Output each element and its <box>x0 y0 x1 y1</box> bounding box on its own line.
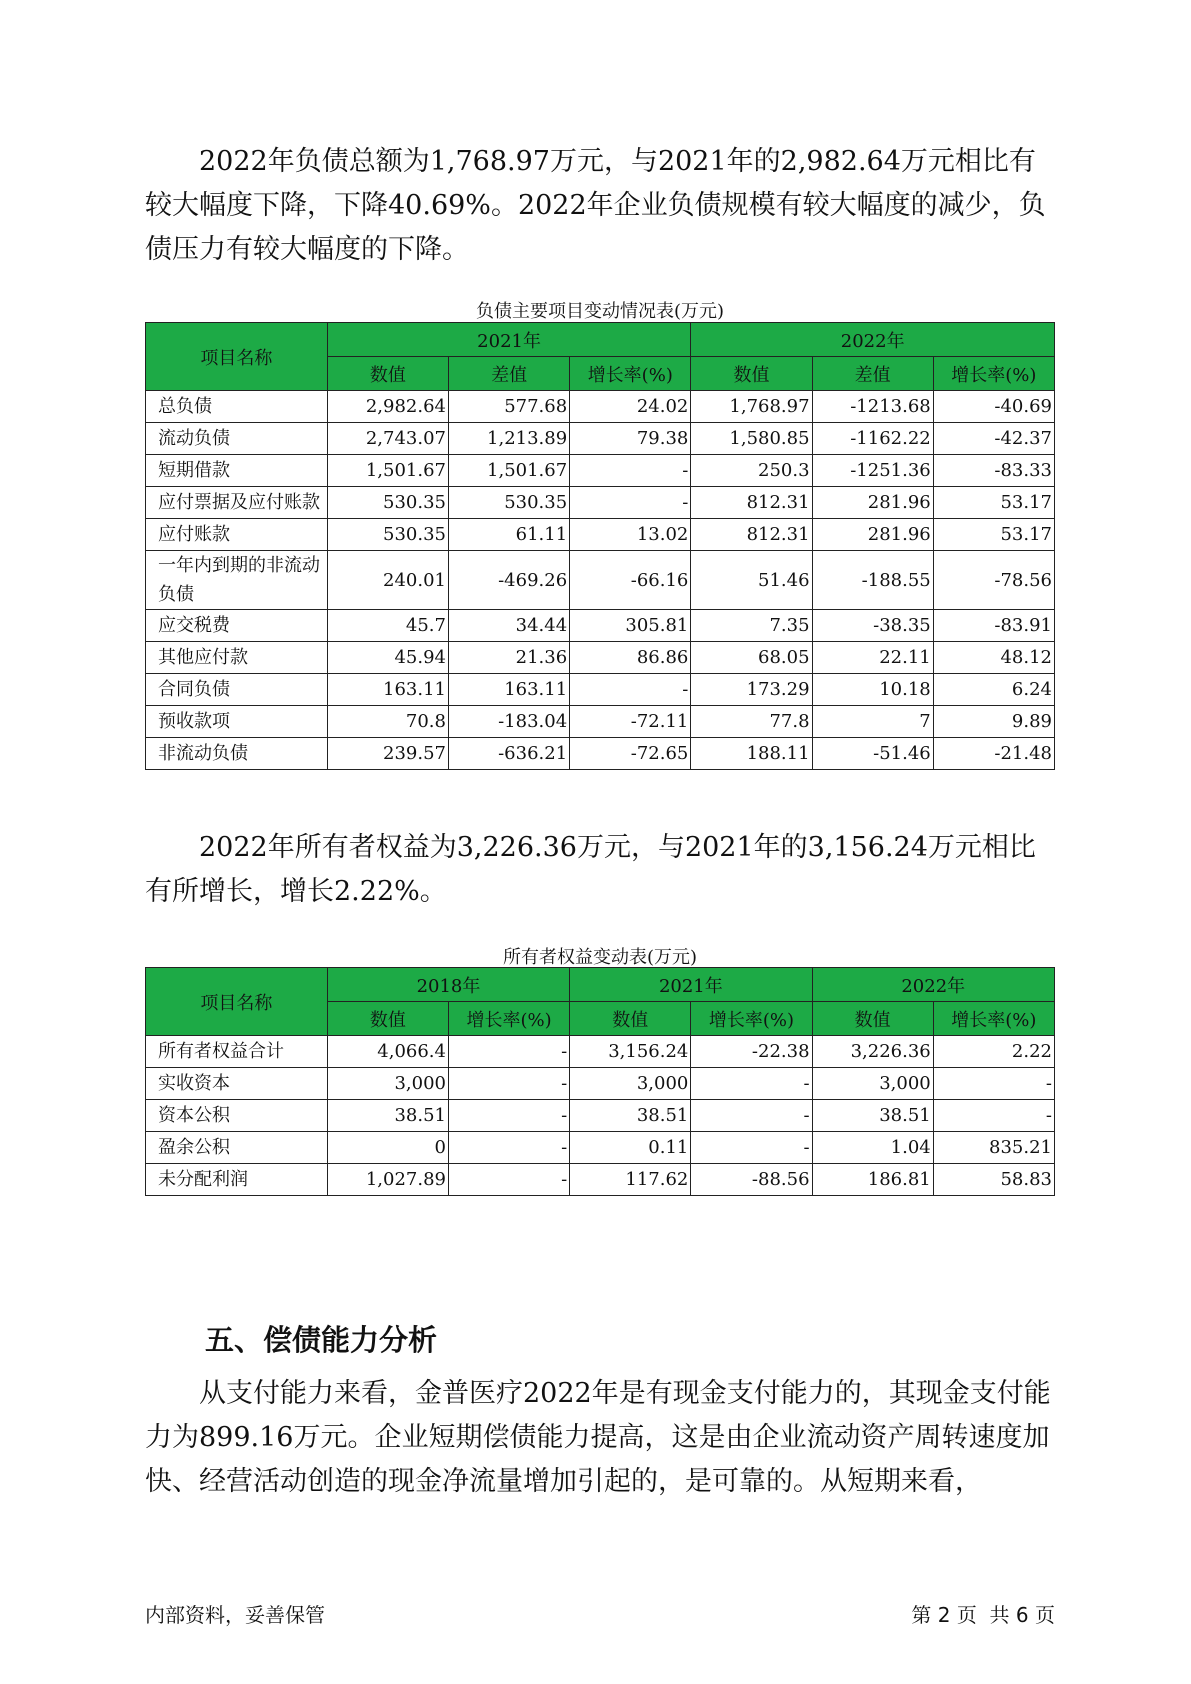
table-cell: 45.7 <box>327 610 448 642</box>
table-cell: 1,501.67 <box>448 455 569 487</box>
table-cell: -21.48 <box>933 738 1054 770</box>
table-cell: 281.96 <box>812 487 933 519</box>
table-cell: 3,000 <box>570 1068 691 1100</box>
table-cell: - <box>448 1068 569 1100</box>
row-label: 盈余公积 <box>146 1132 328 1164</box>
table-cell: 7 <box>812 706 933 738</box>
table-cell: 38.51 <box>570 1100 691 1132</box>
equity-table-body <box>146 1036 1055 1196</box>
table-cell: 3,000 <box>327 1068 448 1100</box>
table-cell: - <box>691 1068 812 1100</box>
table-cell: 577.68 <box>448 391 569 423</box>
table-row <box>146 1036 1055 1068</box>
row-label: 一年内到期的非流动负债 <box>146 551 328 610</box>
equity-table-caption: 所有者权益变动表(万元) <box>502 947 698 968</box>
table-cell: 53.17 <box>933 487 1054 519</box>
table-cell: 3,000 <box>812 1068 933 1100</box>
table-cell: -72.65 <box>570 738 691 770</box>
table-cell: - <box>933 1068 1054 1100</box>
table-cell: 58.83 <box>933 1164 1054 1196</box>
table-row <box>146 610 1055 642</box>
solvency-paragraph <box>145 1372 1055 1504</box>
row-label: 其他应付款 <box>146 642 328 674</box>
sub-header: 数值 <box>570 1002 691 1036</box>
table-cell: 21.36 <box>448 642 569 674</box>
equity-paragraph <box>145 826 1055 914</box>
intro-paragraph <box>145 140 1055 272</box>
table-cell: 79.38 <box>570 423 691 455</box>
sub-header: 数值 <box>327 357 448 391</box>
row-label: 流动负债 <box>146 423 328 455</box>
table-row <box>146 738 1055 770</box>
table-cell: 10.18 <box>812 674 933 706</box>
table-cell: 51.46 <box>691 551 812 610</box>
table-cell: -22.38 <box>691 1036 812 1068</box>
table-cell: 2,982.64 <box>327 391 448 423</box>
table-cell: 68.05 <box>691 642 812 674</box>
table-cell: -40.69 <box>933 391 1054 423</box>
table-cell: 0 <box>327 1132 448 1164</box>
table-row <box>146 1068 1055 1100</box>
table-cell: -469.26 <box>448 551 569 610</box>
table-cell: 34.44 <box>448 610 569 642</box>
solvency-text: 从支付能力来看，金普医疗2022年是有现金支付能力的，其现金支付能力为899.16万元。企业短期偿债能力提高，这是由企业流动资产周转速度加快、经营活动创造的现金净流量增加引起的，是可靠的。从短期来看， <box>145 1378 1051 1497</box>
row-label: 预收款项 <box>146 706 328 738</box>
table-cell: -83.33 <box>933 455 1054 487</box>
liability-table-caption: 负债主要项目变动情况表(万元) <box>475 301 725 322</box>
table-cell: 45.94 <box>327 642 448 674</box>
row-label: 实收资本 <box>146 1068 328 1100</box>
row-label: 资本公积 <box>146 1100 328 1132</box>
table-cell: - <box>570 455 691 487</box>
sub-header: 增长率(%) <box>570 357 691 391</box>
table-cell: 77.8 <box>691 706 812 738</box>
year-header-2022: 2022年 <box>691 323 1055 357</box>
table-row <box>146 642 1055 674</box>
table-cell: 2.22 <box>933 1036 1054 1068</box>
table-cell: - <box>448 1036 569 1068</box>
table-cell: -1213.68 <box>812 391 933 423</box>
table-cell: 239.57 <box>327 738 448 770</box>
table-row <box>146 551 1055 610</box>
row-label: 短期借款 <box>146 455 328 487</box>
table-cell: -42.37 <box>933 423 1054 455</box>
table-cell: 281.96 <box>812 519 933 551</box>
sub-header: 数值 <box>327 1002 448 1036</box>
table-cell: -88.56 <box>691 1164 812 1196</box>
row-label: 所有者权益合计 <box>146 1036 328 1068</box>
table-cell: 7.35 <box>691 610 812 642</box>
row-label: 应交税费 <box>146 610 328 642</box>
liability-table-body <box>146 391 1055 770</box>
table-cell: 1,027.89 <box>327 1164 448 1196</box>
year-header-2021: 2021年 <box>327 323 691 357</box>
footer-note: 内部资料，妥善保管 <box>145 1603 325 1627</box>
table-cell: 86.86 <box>570 642 691 674</box>
table-cell: 186.81 <box>812 1164 933 1196</box>
table-cell: 38.51 <box>812 1100 933 1132</box>
table-row <box>146 706 1055 738</box>
table-cell: - <box>448 1164 569 1196</box>
table-cell: - <box>691 1100 812 1132</box>
table-cell: 3,156.24 <box>570 1036 691 1068</box>
table-cell: 173.29 <box>691 674 812 706</box>
equity-text: 2022年所有者权益为3,226.36万元，与2021年的3,156.24万元相比有所增长，增长2.22%。 <box>145 832 1036 907</box>
sub-header: 差值 <box>812 357 933 391</box>
table-cell: 2,743.07 <box>327 423 448 455</box>
row-label: 应付账款 <box>146 519 328 551</box>
row-label: 合同负债 <box>146 674 328 706</box>
table-cell: 22.11 <box>812 642 933 674</box>
table-cell: 53.17 <box>933 519 1054 551</box>
table-cell: 530.35 <box>327 519 448 551</box>
year-header-2022: 2022年 <box>812 968 1054 1002</box>
table-row <box>146 1100 1055 1132</box>
name-header: 项目名称 <box>146 968 328 1036</box>
table-cell: - <box>691 1132 812 1164</box>
table-cell: 117.62 <box>570 1164 691 1196</box>
table-row <box>146 487 1055 519</box>
table-row <box>146 519 1055 551</box>
table-cell: - <box>448 1132 569 1164</box>
sub-header: 数值 <box>691 357 812 391</box>
table-cell: 305.81 <box>570 610 691 642</box>
table-cell: 9.89 <box>933 706 1054 738</box>
table-cell: - <box>448 1100 569 1132</box>
table-cell: -66.16 <box>570 551 691 610</box>
table-cell: -1162.22 <box>812 423 933 455</box>
table-cell: 38.51 <box>327 1100 448 1132</box>
table-cell: -188.55 <box>812 551 933 610</box>
table-cell: 1,213.89 <box>448 423 569 455</box>
table-cell: -72.11 <box>570 706 691 738</box>
table-cell: 4,066.4 <box>327 1036 448 1068</box>
intro-text: 2022年负债总额为1,768.97万元，与2021年的2,982.64万元相比有较大幅度下降，下降40.69%。2022年企业负债规模有较大幅度的减少，负债压力有较大幅度的下降。 <box>145 146 1046 265</box>
sub-header: 增长率(%) <box>448 1002 569 1036</box>
table-cell: 250.3 <box>691 455 812 487</box>
table-row <box>146 674 1055 706</box>
table-cell: -183.04 <box>448 706 569 738</box>
sub-header: 增长率(%) <box>691 1002 812 1036</box>
table-cell: 3,226.36 <box>812 1036 933 1068</box>
sub-header: 增长率(%) <box>933 357 1054 391</box>
table-row <box>146 1132 1055 1164</box>
table-cell: 1,768.97 <box>691 391 812 423</box>
table-cell: 163.11 <box>327 674 448 706</box>
table-cell: 530.35 <box>327 487 448 519</box>
table-cell: 6.24 <box>933 674 1054 706</box>
table-cell: 70.8 <box>327 706 448 738</box>
table-cell: - <box>933 1100 1054 1132</box>
table-cell: -51.46 <box>812 738 933 770</box>
sub-header: 差值 <box>448 357 569 391</box>
table-cell: -1251.36 <box>812 455 933 487</box>
table-cell: 1,501.67 <box>327 455 448 487</box>
equity-table-header <box>146 968 1055 1036</box>
table-cell: 240.01 <box>327 551 448 610</box>
table-cell: 1,580.85 <box>691 423 812 455</box>
table-cell: -83.91 <box>933 610 1054 642</box>
table-cell: -636.21 <box>448 738 569 770</box>
year-header-2018: 2018年 <box>327 968 569 1002</box>
table-cell: 24.02 <box>570 391 691 423</box>
table-cell: 812.31 <box>691 519 812 551</box>
table-cell: 835.21 <box>933 1132 1054 1164</box>
table-cell: 48.12 <box>933 642 1054 674</box>
table-cell: -38.35 <box>812 610 933 642</box>
liability-table-header <box>146 323 1055 391</box>
table-row <box>146 423 1055 455</box>
sub-header: 数值 <box>812 1002 933 1036</box>
footer-page-number: 第 2 页 共 6 页 <box>911 1603 1055 1627</box>
row-label: 未分配利润 <box>146 1164 328 1196</box>
table-row <box>146 455 1055 487</box>
table-cell: - <box>570 674 691 706</box>
equity-table <box>145 967 1055 1196</box>
table-cell: 1.04 <box>812 1132 933 1164</box>
name-header: 项目名称 <box>146 323 328 391</box>
row-label: 总负债 <box>146 391 328 423</box>
table-cell: 0.11 <box>570 1132 691 1164</box>
table-cell: 61.11 <box>448 519 569 551</box>
table-cell: 530.35 <box>448 487 569 519</box>
table-cell: 163.11 <box>448 674 569 706</box>
section-heading: 五、偿债能力分析 <box>205 1323 438 1357</box>
liability-table <box>145 322 1055 770</box>
table-cell: -78.56 <box>933 551 1054 610</box>
row-label: 应付票据及应付账款 <box>146 487 328 519</box>
sub-header: 增长率(%) <box>933 1002 1054 1036</box>
table-row <box>146 1164 1055 1196</box>
year-header-2021: 2021年 <box>570 968 812 1002</box>
table-cell: 812.31 <box>691 487 812 519</box>
table-cell: - <box>570 487 691 519</box>
table-cell: 188.11 <box>691 738 812 770</box>
table-cell: 13.02 <box>570 519 691 551</box>
table-row <box>146 391 1055 423</box>
row-label: 非流动负债 <box>146 738 328 770</box>
